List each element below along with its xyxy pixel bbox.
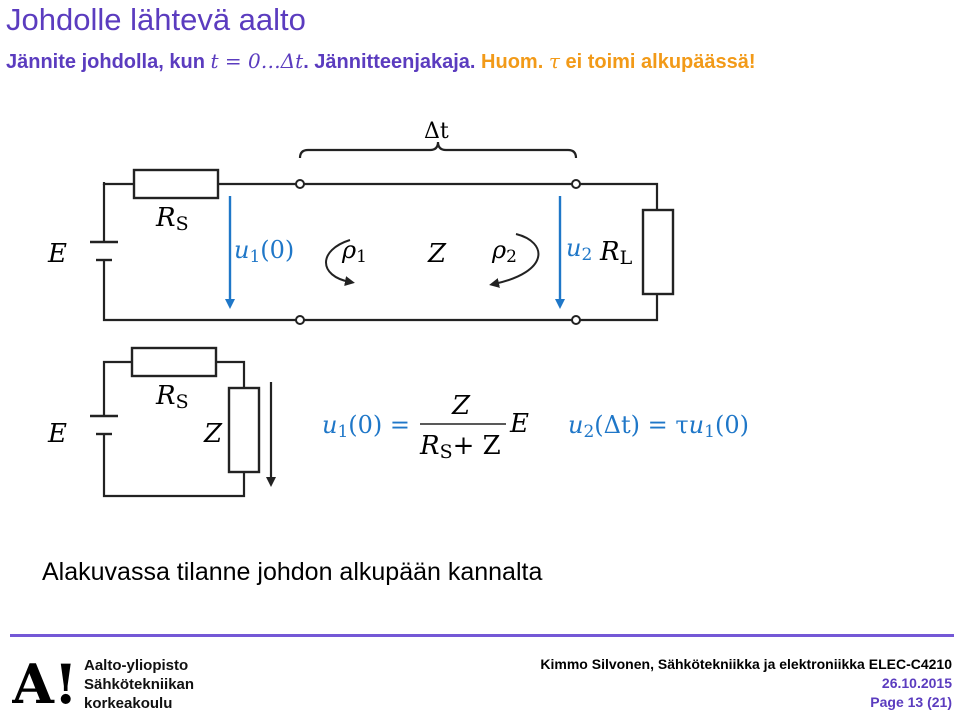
- terminal-bottom-left: [296, 316, 304, 324]
- warning-math: τ: [548, 49, 560, 73]
- subtitle-math-1: t = 0…Δt: [210, 49, 304, 73]
- wire-right-upper: [576, 184, 657, 210]
- subtitle-text-2: . Jännitteenjakaja.: [303, 51, 476, 73]
- warning-text-2: ei toimi alkupäässä!: [565, 51, 756, 73]
- footer-divider: [10, 634, 954, 637]
- university-name: Aalto-yliopisto: [84, 657, 189, 674]
- page-number: Page 13 (21): [870, 694, 952, 710]
- b-source-resistor-box: [132, 348, 216, 376]
- b-impedance-box: [229, 388, 259, 472]
- svg-text:A!: A!: [12, 657, 74, 707]
- eq1-lhs: u1(0) =: [322, 411, 411, 442]
- b-source-e-label: E: [48, 419, 67, 449]
- eq1-denominator: RS+ Z: [420, 431, 501, 463]
- footer-date: 26.10.2015: [881, 675, 952, 691]
- b-impedance-label: Z: [204, 419, 223, 449]
- source-resistor-label: RS: [156, 203, 189, 235]
- school-line-2: korkeakoulu: [84, 695, 173, 712]
- b-source-resistor-label: RS: [156, 381, 189, 413]
- subtitle-text-1: Jännite johdolla, kun: [6, 51, 205, 73]
- terminal-top-right: [572, 180, 580, 188]
- eq1-tail: E: [510, 409, 529, 439]
- b-wire-rs-right: [216, 362, 244, 388]
- source-resistor-box: [134, 170, 218, 198]
- circuit-diagrams: [0, 90, 960, 630]
- figure-caption: Alakuvassa tilanne johdon alkupään kannalta: [42, 558, 543, 586]
- load-resistor-box: [643, 210, 673, 294]
- subtitle-warning: [481, 51, 756, 73]
- page-title: Johdolle lähtevä aalto: [6, 2, 306, 37]
- school-line-1: Sähkötekniikan: [84, 676, 195, 693]
- b-wire-left-down: [104, 434, 244, 496]
- terminal-bottom-right: [572, 316, 580, 324]
- bottom-circuit: [90, 348, 259, 496]
- footer-info: [540, 655, 952, 712]
- delta-t-brace: [300, 142, 576, 158]
- terminal-top-left: [296, 180, 304, 188]
- rho2-label: ρ2: [492, 236, 517, 267]
- wire-left-lower: [104, 260, 300, 320]
- voltage-u1-label: u1(0): [234, 236, 295, 267]
- delta-t-label: Δt: [424, 119, 449, 144]
- eq2: u2(Δt) = τu1(0): [568, 411, 749, 442]
- aalto-logo: [12, 657, 74, 712]
- voltage-u2-label: u2: [566, 234, 593, 265]
- source-e-label: E: [48, 239, 67, 269]
- university-block: [84, 656, 194, 713]
- load-resistor-label: RL: [600, 237, 633, 269]
- line-impedance-label: Z: [428, 239, 447, 269]
- b-wire-left-up: [104, 362, 132, 416]
- footer-author: Kimmo Silvonen, Sähkötekniikka ja elektroniikka ELEC-C4210: [540, 656, 952, 672]
- warning-text-1: Huom.: [481, 51, 544, 73]
- wire-right-lower: [576, 294, 657, 320]
- wire-top-left: [104, 182, 134, 184]
- eq1-numerator: Z: [452, 391, 471, 421]
- page-subtitle: [6, 49, 756, 74]
- rho1-label: ρ1: [342, 236, 367, 267]
